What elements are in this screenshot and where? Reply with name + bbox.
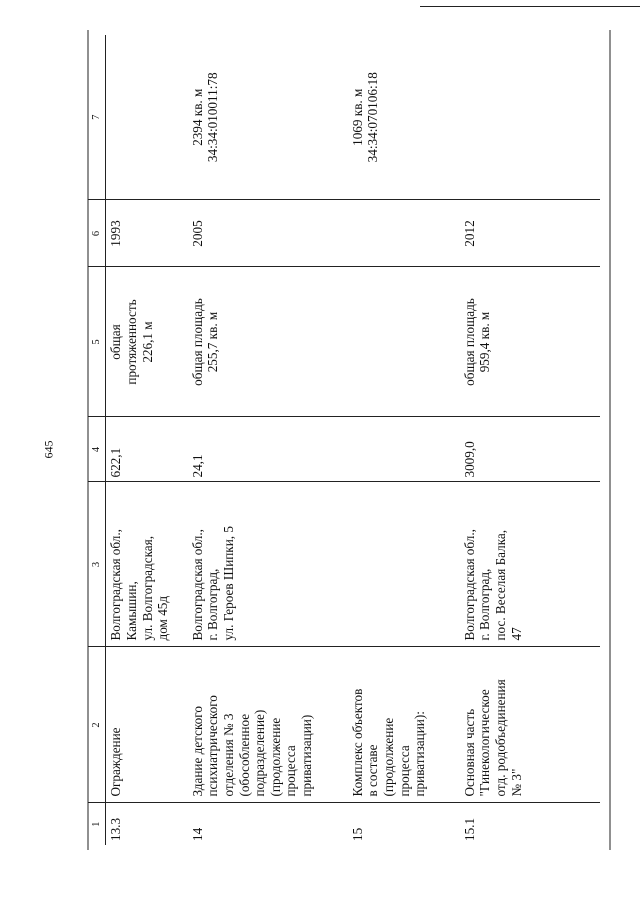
row-number: 13.3 (108, 817, 124, 841)
object-characteristic (188, 267, 348, 417)
cadastral-info (348, 35, 460, 200)
row-number: 15.1 (461, 817, 477, 841)
column-number: 5 (88, 267, 106, 417)
object-address-line: г. Волгоград, (205, 568, 221, 641)
cadastral-info-line: 34:34:010011:78 (205, 72, 221, 163)
object-name-line: процесса (396, 745, 412, 797)
column-number: 3 (88, 482, 106, 647)
page-number: 645 (41, 440, 56, 459)
object-value: 622,1 (106, 417, 188, 482)
object-name-line: "Гинекологическое (477, 689, 493, 797)
column-number-row (88, 35, 106, 845)
object-characteristic-line: 959,4 кв. м (477, 311, 493, 373)
object-name (188, 647, 348, 803)
object-name (348, 647, 460, 803)
table-row (460, 35, 600, 845)
object-value (348, 417, 460, 482)
object-name-line: Ограждение (108, 727, 124, 797)
rotated-sheet (88, 35, 613, 845)
object-characteristic-line: 226,1 м (139, 321, 155, 363)
object-name-line: Здание детского (189, 706, 205, 797)
column-number: 7 (88, 35, 106, 200)
object-value: 3009,0 (460, 417, 600, 482)
object-year (348, 200, 460, 267)
object-name-line: подразделение) (252, 709, 268, 797)
object-address-line: пос. Веселая Балка, (493, 529, 509, 641)
object-address-line: Камышин, (123, 581, 139, 641)
column-number: 6 (88, 200, 106, 267)
object-address-line: дом 45д (155, 595, 171, 641)
object-name-line: в составе (365, 744, 381, 797)
object-name-line: Основная часть (461, 708, 477, 797)
object-address (348, 482, 460, 647)
row-number: 14 (189, 827, 205, 841)
object-characteristic (106, 267, 188, 417)
object-name-line: Комплекс объектов (349, 688, 365, 797)
table-row (106, 35, 188, 845)
object-characteristic-line: 255,7 кв. м (205, 311, 221, 373)
table-row (188, 35, 348, 845)
table-body (88, 35, 600, 845)
object-name-line: приватизации) (298, 714, 314, 797)
object-characteristic (348, 267, 460, 417)
object-name-line: психиатрического (205, 695, 221, 797)
object-address-line: Волгоградская обл., (461, 529, 477, 641)
object-address (460, 482, 600, 647)
object-characteristic-line: протяженность (123, 299, 139, 385)
column-number: 4 (88, 417, 106, 482)
object-name-line: (продолжение (267, 717, 283, 797)
object-address-line: Волгоградская обл., (108, 529, 124, 641)
object-year: 2005 (188, 200, 348, 267)
object-characteristic-line: общая площадь (461, 298, 477, 386)
object-name (106, 647, 188, 803)
object-year: 1993 (106, 200, 188, 267)
object-address (188, 482, 348, 647)
object-address-line: Волгоградская обл., (189, 529, 205, 641)
cadastral-info-line: 2394 кв. м (189, 88, 205, 146)
row-number: 15 (349, 827, 365, 841)
object-name (460, 647, 600, 803)
object-address-line: ул. Волгоградская, (139, 535, 155, 641)
object-name-line: (обособленное (236, 713, 252, 797)
cadastral-info-line: 1069 кв. м (349, 88, 365, 146)
cadastral-info-line: 34:34:070106:18 (365, 72, 381, 163)
object-characteristic (460, 267, 600, 417)
object-address-line: 47 (508, 627, 524, 641)
object-name-line: приватизации): (412, 711, 428, 797)
object-name-line: отд. родобъединения (493, 679, 509, 797)
object-name-line: № 3" (508, 768, 524, 797)
object-address-line: г. Волгоград, (477, 568, 493, 641)
object-year: 2012 (460, 200, 600, 267)
column-number: 1 (88, 803, 106, 845)
property-table (88, 35, 600, 845)
object-name-line: (продолжение (381, 717, 397, 797)
table-row (348, 35, 460, 845)
object-address-line: ул. Героев Шипки, 5 (221, 526, 237, 641)
object-characteristic-line: общая площадь (189, 298, 205, 386)
object-name-line: отделения № 3 (221, 713, 237, 797)
cadastral-info (106, 35, 188, 200)
cadastral-info (188, 35, 348, 200)
object-characteristic-line: общая (108, 324, 124, 360)
cadastral-info (460, 35, 600, 200)
object-name-line: процесса (283, 745, 299, 797)
object-value: 24,1 (188, 417, 348, 482)
column-number: 2 (88, 647, 106, 803)
object-address (106, 482, 188, 647)
